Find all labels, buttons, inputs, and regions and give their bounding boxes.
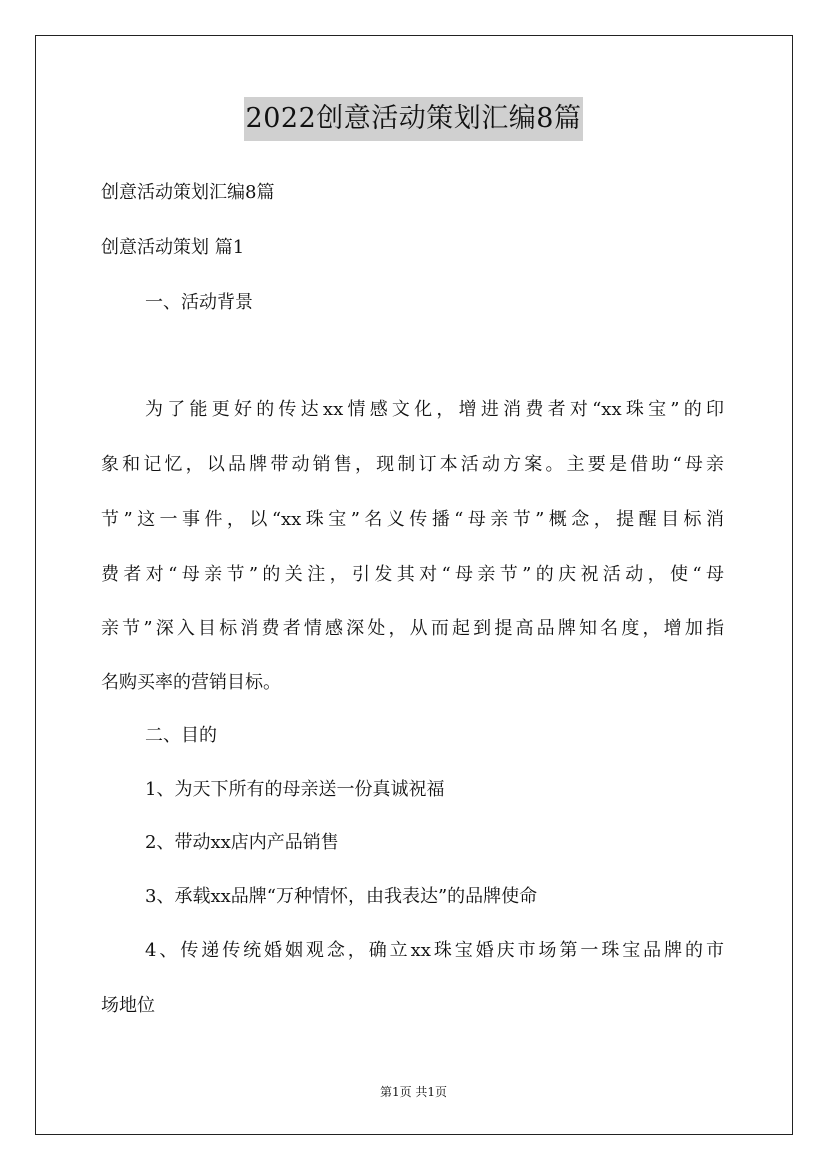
list-item: 3、承载xx品牌“万种情怀，由我表达”的品牌使命 — [145, 886, 538, 907]
paragraph-line: 为了能更好的传达xx情感文化，增进消费者对“xx珠宝”的印 — [145, 399, 724, 420]
title-container — [0, 97, 827, 141]
list-item: 1、为天下所有的母亲送一份真诚祝福 — [145, 779, 445, 800]
paragraph-line: 亲节”深入目标消费者情感深处，从而起到提高品牌知名度，增加指 — [101, 618, 724, 639]
paragraph-line: 费者对“母亲节”的关注，引发其对“母亲节”的庆祝活动，使“母 — [101, 564, 724, 585]
section-title: 创意活动策划 篇1 — [101, 237, 245, 258]
list-item: 2、带动xx店内产品销售 — [145, 832, 339, 853]
heading-goals: 二、目的 — [145, 725, 217, 746]
paragraph-line: 节”这一事件，以“xx珠宝”名义传播“母亲节”概念，提醒目标消 — [101, 509, 724, 530]
paragraph-line: 象和记忆，以品牌带动销售，现制订本活动方案。主要是借助“母亲 — [101, 454, 724, 475]
page-footer: 第1页 共1页 — [379, 1085, 448, 1099]
list-item: 4、传递传统婚姻观念，确立xx珠宝婚庆市场第一珠宝品牌的市 — [145, 940, 724, 961]
subtitle: 创意活动策划汇编8篇 — [101, 182, 275, 203]
list-item-continuation: 场地位 — [101, 995, 155, 1016]
document-title: 2022创意活动策划汇编8篇 — [244, 97, 584, 141]
heading-background: 一、活动背景 — [145, 292, 253, 313]
paragraph-line: 名购买率的营销目标。 — [101, 672, 281, 693]
